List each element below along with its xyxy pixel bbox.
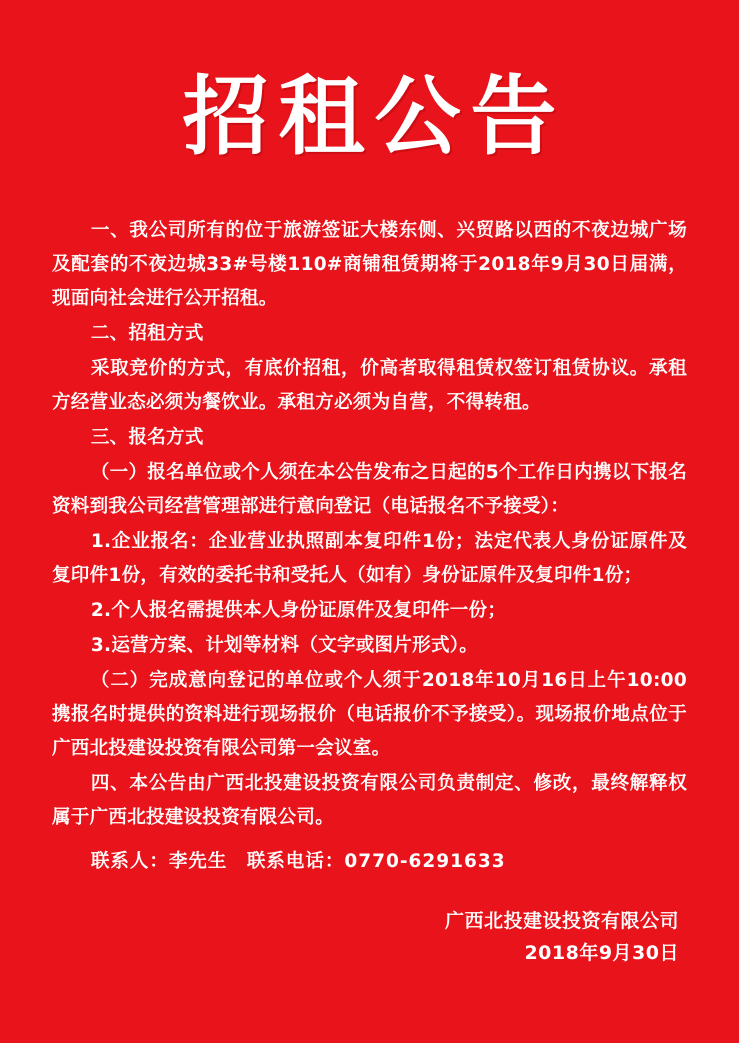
paragraph-9: （二）完成意向登记的单位或个人须于2018年10月16日上午10:00携报名时提供的资料进行现场报价（电话报价不予接受）。现场报价地点位于广西北投建设投资有限公司第一会议室。: [52, 670, 687, 760]
signature-date: 2018年9月30日: [524, 942, 679, 965]
paragraph-7: 2.个人报名需提供本人身份证原件及复印件一份；: [90, 600, 507, 622]
contact-info: 联系人：李先生 联系电话：0770-6291633: [90, 851, 506, 873]
signature-block: [52, 905, 687, 969]
paragraph-10: 四、本公告由广西北投建设投资有限公司负责制定、修改，最终解释权属于广西北投建设投资有限公司。: [52, 773, 687, 829]
paragraph-1: 一、我公司所有的位于旅游签证大楼东侧、兴贸路以西的不夜边城广场及配套的不夜边城33#号楼110#商铺租赁期将于2018年9月30日届满，现面向社会进行公开招租。: [52, 220, 687, 310]
page-title: 招租公告: [182, 66, 567, 167]
paragraph-8: 3.运营方案、计划等材料（文字或图片形式）。: [90, 635, 479, 657]
paragraph-2: 二、招租方式: [90, 323, 204, 345]
paragraph-3: 采取竞价的方式，有底价招租，价高者取得租赁权签订租赁协议。承租方经营业态必须为餐饮业。承租方必须为自营，不得转租。: [52, 358, 687, 414]
announcement-body: [52, 214, 687, 879]
paragraph-6: 1.企业报名：企业营业执照副本复印件1份；法定代表人身份证原件及复印件1份，有效的委托书和受托人（如有）身份证原件及复印件1份；: [52, 531, 687, 587]
paragraph-4: 三、报名方式: [90, 427, 204, 449]
signature-company: 广西北投建设投资有限公司: [444, 910, 679, 933]
paragraph-5: （一）报名单位或个人须在本公告发布之日起的5个工作日内携以下报名资料到我公司经营管理部进行意向登记（电话报名不予接受）：: [52, 462, 687, 518]
